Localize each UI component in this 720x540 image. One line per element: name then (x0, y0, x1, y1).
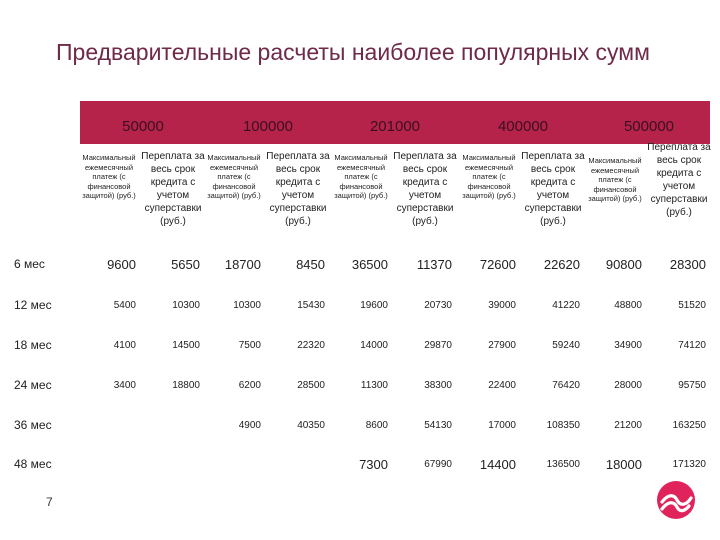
table-cell: 34900 (614, 340, 642, 351)
row-term-label: 6 мес (14, 257, 45, 271)
max-payment-header: Максимальный ежемесячный платеж (с финансовой защитой) (руб.) (207, 153, 261, 200)
amount-header: 50000 (122, 118, 164, 135)
overpayment-header: Переплата за весь срок кредита с учетом суперставки (руб.) (266, 151, 330, 227)
brand-wave-logo-icon (655, 479, 697, 521)
table-cell: 14400 (479, 457, 516, 472)
max-payment-header: Максимальный ежемесячный платеж (с финансовой защитой) (руб.) (334, 153, 388, 200)
table-cell: 18800 (172, 380, 200, 391)
table-cell: 8600 (365, 420, 388, 431)
table-cell: 7300 (359, 457, 388, 472)
table-cell: 14000 (360, 340, 388, 351)
table-cell: 51520 (678, 300, 706, 311)
table-cell: 59240 (552, 340, 580, 351)
max-payment-header: Максимальный ежемесячный платеж (с финансовой защитой) (руб.) (588, 156, 642, 203)
row-term-label: 12 мес (14, 298, 52, 312)
table-cell: 41220 (552, 300, 580, 311)
table-cell: 29870 (424, 340, 452, 351)
amount-header: 100000 (242, 118, 294, 135)
table-cell: 18000 (605, 457, 642, 472)
table-cell: 48800 (614, 300, 642, 311)
table-cell: 36500 (351, 257, 388, 272)
table-cell: 28300 (669, 257, 706, 272)
table-cell: 28500 (297, 380, 325, 391)
table-cell: 74120 (678, 340, 706, 351)
table-cell: 72600 (479, 257, 516, 272)
row-term-label: 18 мес (14, 338, 52, 352)
table-cell: 28000 (614, 380, 642, 391)
table-cell: 11300 (360, 380, 388, 391)
amount-header: 500000 (623, 118, 675, 135)
table-cell: 171320 (672, 459, 706, 470)
page-number: 7 (46, 495, 53, 509)
table-cell: 22320 (297, 340, 325, 351)
table-cell: 3400 (113, 380, 136, 391)
table-cell: 7500 (238, 340, 261, 351)
table-cell: 40350 (297, 420, 325, 431)
table-cell: 90800 (605, 257, 642, 272)
table-cell: 5650 (171, 257, 200, 272)
overpayment-header: Переплата за весь срок кредита с учетом суперставки (руб.) (141, 151, 205, 227)
amount-header: 201000 (369, 118, 421, 135)
table-cell: 18700 (224, 257, 261, 272)
table-cell: 163250 (672, 420, 706, 431)
table-cell: 54130 (424, 420, 452, 431)
table-cell: 39000 (488, 300, 516, 311)
table-cell: 4100 (113, 340, 136, 351)
overpayment-header: Переплата за весь срок кредита с учетом суперставки (руб.) (393, 151, 457, 227)
table-cell: 95750 (678, 380, 706, 391)
page-title: Предварительные расчеты наиболее популярных сумм (56, 39, 650, 65)
overpayment-header: Переплата за весь срок кредита с учетом суперставки (руб.) (521, 151, 585, 227)
table-cell: 22400 (488, 380, 516, 391)
max-payment-header: Максимальный ежемесячный платеж (с финансовой защитой) (руб.) (462, 153, 516, 200)
table-cell: 20730 (424, 300, 452, 311)
max-payment-header: Максимальный ежемесячный платеж (с финансовой защитой) (руб.) (82, 153, 136, 200)
table-cell: 27900 (488, 340, 516, 351)
table-cell: 6200 (238, 380, 261, 391)
table-cell: 38300 (424, 380, 452, 391)
row-term-label: 24 мес (14, 378, 52, 392)
table-cell: 10300 (233, 300, 261, 311)
table-cell: 5400 (113, 300, 136, 311)
table-cell: 108350 (546, 420, 580, 431)
table-cell: 22620 (543, 257, 580, 272)
table-cell: 4900 (238, 420, 261, 431)
row-term-label: 36 мес (14, 418, 52, 432)
row-term-label: 48 мес (14, 457, 52, 471)
overpayment-header: Переплата за весь срок кредита с учетом суперставки (руб.) (647, 142, 711, 218)
table-cell: 17000 (488, 420, 516, 431)
table-cell: 8450 (296, 257, 325, 272)
table-cell: 19600 (360, 300, 388, 311)
table-cell: 14500 (172, 340, 200, 351)
table-cell: 11370 (416, 257, 452, 272)
table-cell: 10300 (172, 300, 200, 311)
amount-header: 400000 (497, 118, 549, 135)
table-cell: 21200 (614, 420, 642, 431)
table-cell: 15430 (297, 300, 325, 311)
table-cell: 67990 (424, 459, 452, 470)
table-cell: 9600 (107, 257, 136, 272)
table-cell: 136500 (546, 459, 580, 470)
table-cell: 76420 (552, 380, 580, 391)
